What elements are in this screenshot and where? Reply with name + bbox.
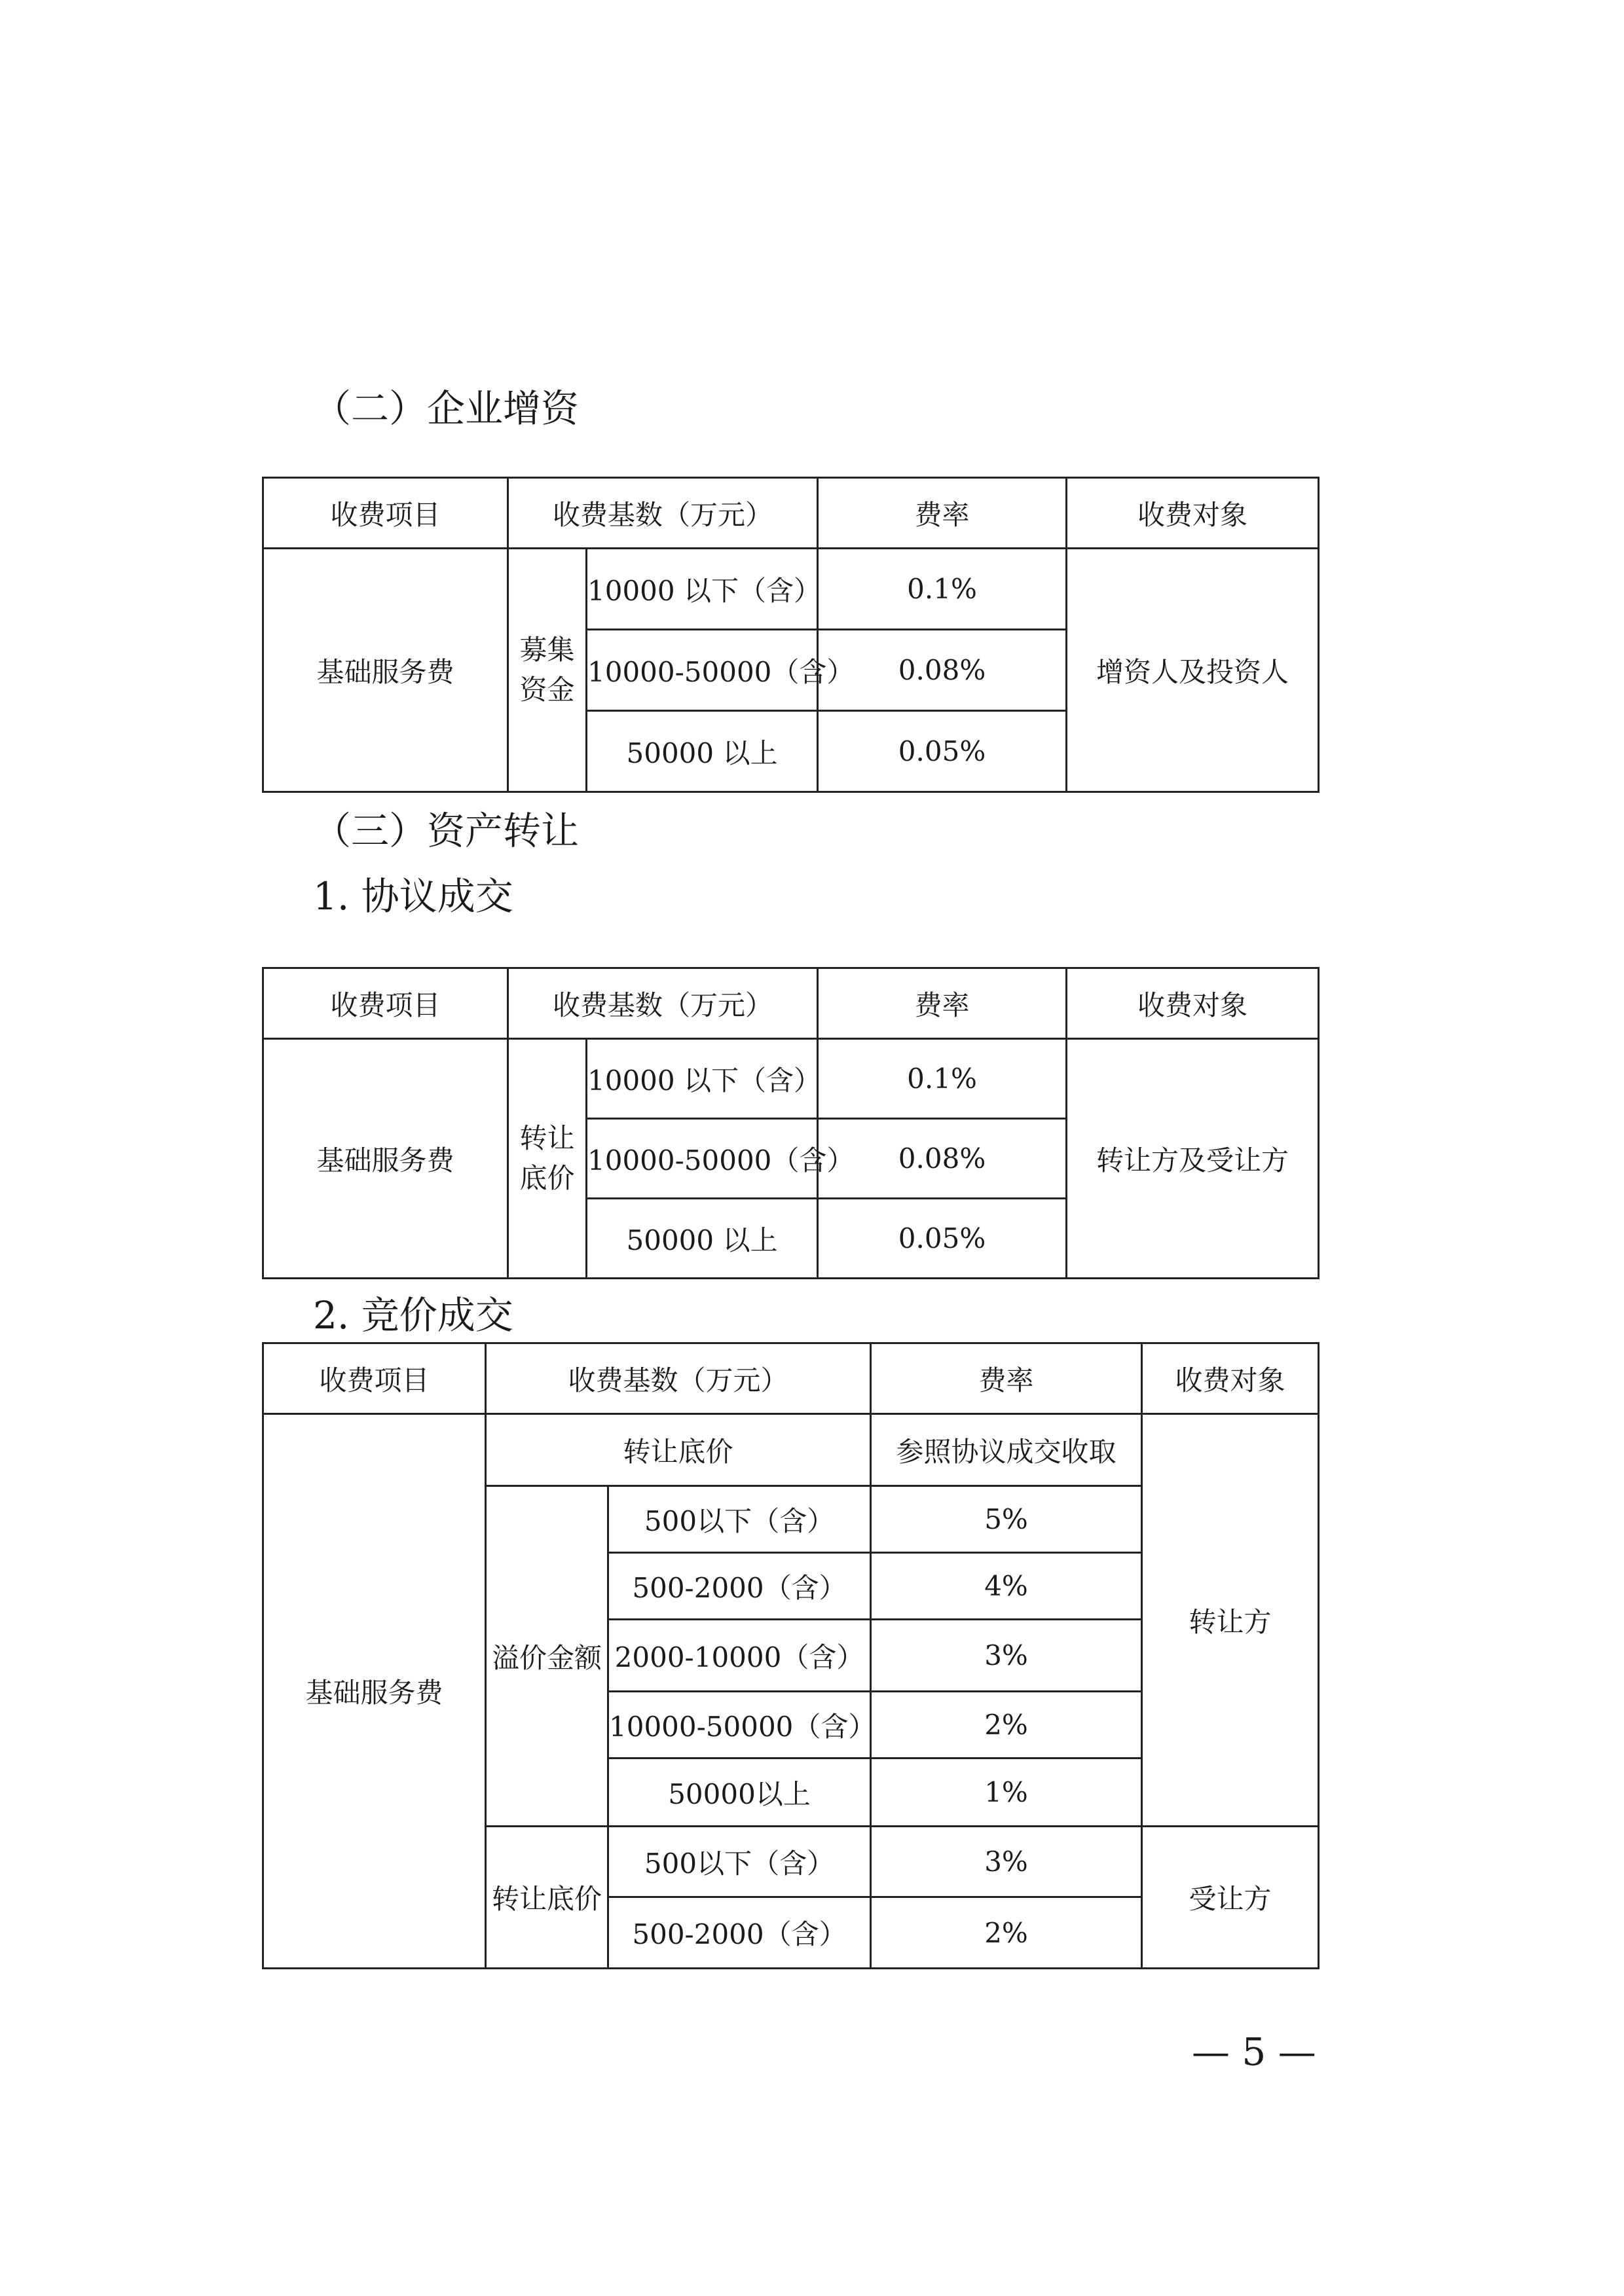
range-cell: 500-2000（含）	[608, 1897, 871, 1969]
rate-cell: 0.08%	[818, 630, 1067, 711]
rate-cell: 4%	[871, 1553, 1142, 1620]
reserve-price-label: 转让底价	[486, 1827, 608, 1969]
range-cell: 50000 以上	[587, 711, 818, 792]
section-heading-asset-transfer: （三）资产转让	[313, 809, 580, 853]
header-fee-base: 收费基数（万元）	[508, 478, 818, 549]
range-cell: 500以下（含）	[608, 1486, 871, 1553]
range-cell: 2000-10000（含）	[608, 1620, 871, 1692]
page-number: — 5 —	[1192, 2030, 1316, 2074]
header-fee-item: 收费项目	[263, 968, 508, 1039]
range-cell: 500以下（含）	[608, 1827, 871, 1897]
header-fee-base: 收费基数（万元）	[486, 1343, 871, 1414]
range-cell: 10000-50000（含）	[587, 630, 818, 711]
rate-cell: 1%	[871, 1758, 1142, 1827]
section-heading-capital-increase: （二）企业增资	[313, 386, 580, 431]
rate-cell: 0.08%	[818, 1119, 1067, 1199]
rate-cell: 2%	[871, 1692, 1142, 1758]
header-payer: 收费对象	[1067, 968, 1319, 1039]
range-cell: 500-2000（含）	[608, 1553, 871, 1620]
header-payer: 收费对象	[1142, 1343, 1319, 1414]
range-cell: 50000 以上	[587, 1199, 818, 1279]
rate-cell: 0.05%	[818, 1199, 1067, 1279]
fee-item-cell: 基础服务费	[263, 549, 508, 792]
header-fee-item: 收费项目	[263, 1343, 486, 1414]
header-rate: 费率	[818, 478, 1067, 549]
agreement-deal-fee-table	[262, 967, 1320, 1279]
rate-cell: 5%	[871, 1486, 1142, 1553]
premium-amount-label: 溢价金额	[486, 1486, 608, 1827]
fee-item-cell: 基础服务费	[263, 1039, 508, 1279]
rate-cell: 0.1%	[818, 549, 1067, 630]
header-rate: 费率	[871, 1343, 1142, 1414]
range-cell: 10000 以下（含）	[587, 549, 818, 630]
fee-base-label: 转让 底价	[508, 1039, 587, 1279]
range-cell: 10000 以下（含）	[587, 1039, 818, 1119]
header-fee-base: 收费基数（万元）	[508, 968, 818, 1039]
rate-cell: 3%	[871, 1620, 1142, 1692]
rate-cell: 0.1%	[818, 1039, 1067, 1119]
rate-cell: 2%	[871, 1897, 1142, 1969]
rate-cell: 3%	[871, 1827, 1142, 1897]
range-cell: 50000以上	[608, 1758, 871, 1827]
payer-cell: 增资人及投资人	[1067, 549, 1319, 792]
payer-cell-transferee: 受让方	[1142, 1827, 1319, 1969]
subheading-agreement-deal: 1. 协议成交	[313, 874, 513, 919]
bidding-deal-fee-table	[262, 1342, 1320, 1969]
capital-increase-fee-table	[262, 477, 1320, 793]
base-price-cell: 转让底价	[486, 1414, 871, 1486]
header-rate: 费率	[818, 968, 1067, 1039]
header-payer: 收费对象	[1067, 478, 1319, 549]
subheading-bidding-deal: 2. 竞价成交	[313, 1293, 513, 1338]
payer-cell-transferor: 转让方	[1142, 1414, 1319, 1827]
payer-cell: 转让方及受让方	[1067, 1039, 1319, 1279]
rate-cell: 参照协议成交收取	[871, 1414, 1142, 1486]
fee-base-label: 募集 资金	[508, 549, 587, 792]
fee-item-cell: 基础服务费	[263, 1414, 486, 1969]
range-cell: 10000-50000（含）	[587, 1119, 818, 1199]
range-cell: 10000-50000（含）	[608, 1692, 871, 1758]
rate-cell: 0.05%	[818, 711, 1067, 792]
header-fee-item: 收费项目	[263, 478, 508, 549]
